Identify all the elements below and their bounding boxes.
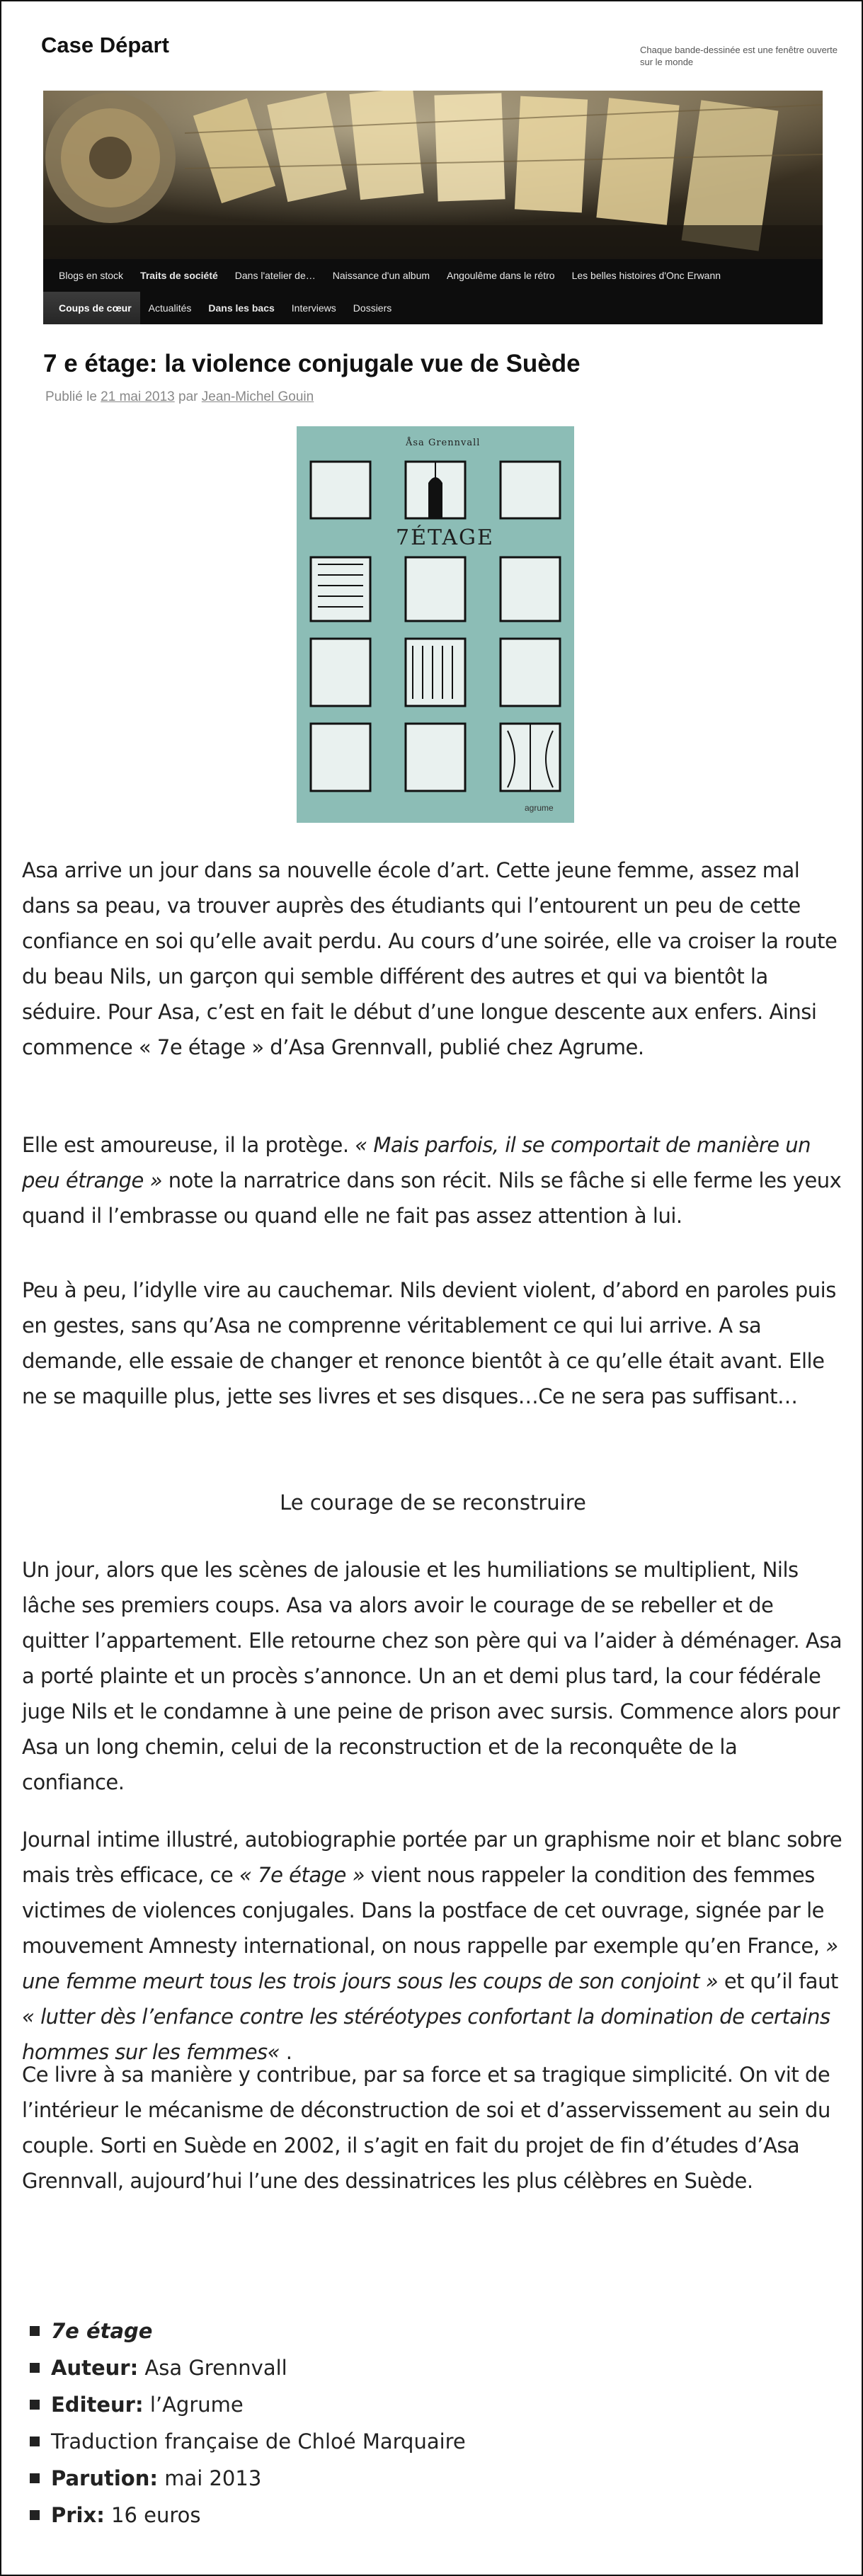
banner-illustration bbox=[43, 91, 823, 259]
site-title[interactable]: Case Départ bbox=[41, 33, 169, 57]
bullet-icon bbox=[30, 2400, 40, 2410]
nav-row-secondary bbox=[43, 292, 400, 324]
nav-item-naissance-d-un-album[interactable]: Naissance d'un album bbox=[332, 270, 430, 281]
list-item bbox=[30, 2423, 466, 2460]
quote-text: « lutter dès l’enfance contre les stéréotypes confortant la domination de certains hommes sur les femmes« bbox=[22, 2005, 830, 2064]
nav-item-traits-de-societe[interactable]: Traits de société bbox=[140, 270, 218, 281]
paragraph-text: Elle est amoureuse, il la protège. bbox=[22, 1133, 349, 1157]
nav-item-blogs-en-stock[interactable]: Blogs en stock bbox=[59, 270, 124, 281]
nav-item-belles-histoires[interactable]: Les belles histoires d'Onc Erwann bbox=[571, 270, 721, 281]
bullet-icon bbox=[30, 2473, 40, 2483]
paragraph-text: . bbox=[285, 2040, 292, 2064]
paragraph-text: Un jour, alors que les scènes de jalousie et les humiliations se multiplient, Nils lâche ses premiers coups. Asa va alors avoir le courage de se rebeller et de quitter l’appartement. Elle retourne chez son père qui va l’aider à déménager. Asa a porté plainte et un procès s’annonce. Un an et demi plus tard, la cour fédérale juge Nils et le condamne à une peine de prison avec sursis. Commence alors pour Asa un long chemin, celui de la reconstruction et de la reconquête de la confiance. bbox=[22, 1558, 842, 1794]
article-date-link[interactable]: 21 mai 2013 bbox=[101, 389, 175, 404]
quote-text: « Mais parfois, il se comportait de manière un peu étrange » bbox=[22, 1133, 811, 1192]
nav-row-primary bbox=[43, 259, 729, 292]
article-subheading: Le courage de se reconstruire bbox=[280, 1491, 586, 1515]
nav-item-interviews[interactable]: Interviews bbox=[291, 302, 336, 314]
nav-item-actualites[interactable]: Actualités bbox=[148, 302, 192, 314]
release-value: mai 2013 bbox=[164, 2466, 262, 2490]
paragraph-text: et qu’il faut bbox=[724, 1969, 838, 1993]
bullet-icon bbox=[30, 2510, 40, 2520]
bullet-icon bbox=[30, 2363, 40, 2373]
article-paragraph-1 bbox=[22, 853, 845, 1065]
cover-author-text: Åsa Grennvall bbox=[406, 438, 481, 448]
list-item bbox=[30, 2386, 466, 2423]
cover-publisher-text: agrume bbox=[525, 803, 554, 813]
paragraph-text: Ce livre à sa manière y contribue, par sa force et sa tragique simplicité. On vit de l’intérieur le mécanisme de déconstruction de soi et d’asservissement au sein du couple. Sorti en Suède en 2002, il s’agit en fait du projet de fin d’études d’Asa Grennvall, aujourd’hui l’une des dessinatrices les plus célèbres en Suède. bbox=[22, 2063, 830, 2193]
release-label: Parution: bbox=[51, 2466, 158, 2490]
article-author-link[interactable]: Jean-Michel Gouin bbox=[201, 389, 314, 404]
quote-text: « 7e étage » bbox=[239, 1863, 365, 1887]
list-item bbox=[30, 2460, 466, 2497]
article-meta bbox=[45, 389, 314, 405]
price-value: 16 euros bbox=[111, 2503, 201, 2527]
list-item bbox=[30, 2313, 466, 2349]
paragraph-text: note la narratrice dans son récit. Nils se fâche si elle ferme les yeux quand il l’embrasse ou quand elle ne fait pas assez attention à lui. bbox=[22, 1168, 842, 1228]
article-paragraph-5 bbox=[22, 1822, 845, 2070]
nav-item-dossiers[interactable]: Dossiers bbox=[353, 302, 392, 314]
cover-windows-illustration bbox=[297, 426, 574, 823]
quote-text: » une femme meurt tous les trois jours sous les coups de son conjoint » bbox=[22, 1934, 838, 1993]
cover-title-text: 7ÉTAGE bbox=[396, 525, 494, 550]
article-paragraph-4 bbox=[22, 1552, 845, 1800]
editor-value: l’Agrume bbox=[149, 2393, 244, 2417]
meta-by-label: par bbox=[178, 389, 198, 404]
paragraph-text: vient nous rappeler la condition des femmes victimes de violences conjugales. Dans la postface de cet ouvrage, signée par le mouvement Amnesty international, on nous rappelle par exemple qu’en France, bbox=[22, 1863, 825, 1958]
article-paragraph-3 bbox=[22, 1272, 845, 1414]
meta-published-label: Publié le bbox=[45, 389, 97, 404]
author-value: Asa Grennvall bbox=[144, 2356, 287, 2380]
article-title[interactable]: 7 e étage: la violence conjugale vue de Suède bbox=[43, 350, 581, 377]
article-paragraph-6 bbox=[22, 2057, 845, 2199]
nav-item-angouleme-retro[interactable]: Angoulême dans le rétro bbox=[447, 270, 555, 281]
author-label: Auteur: bbox=[51, 2356, 139, 2380]
list-item bbox=[30, 2349, 466, 2386]
book-info-list bbox=[30, 2313, 466, 2534]
paragraph-text: Peu à peu, l’idylle vire au cauchemar. Nils devient violent, d’abord en paroles puis en gestes, sans qu’Asa ne comprenne véritablement ce qui lui arrive. A sa demande, elle essaie de changer et renonce bientôt à ce qu’elle était avant. Elle ne se maquille plus, jette ses livres et ses disques…Ce ne sera pas suffisant… bbox=[22, 1278, 836, 1408]
site-description: Chaque bande-dessinée est une fenêtre ouverte sur le monde bbox=[640, 45, 838, 67]
article-paragraph-2 bbox=[22, 1127, 845, 1233]
paragraph-text: Journal intime illustré, autobiographie portée par un graphisme noir et blanc sobre mais très efficace, ce bbox=[22, 1828, 842, 1887]
paragraph-text: Asa arrive un jour dans sa nouvelle école d’art. Cette jeune femme, assez mal dans sa peau, va trouver auprès des étudiants qui l’entourent un peu de cette confiance en soi qu’elle avait perdu. Au cours d’une soirée, elle va croiser la route du beau Nils, un garçon qui semble différent des autres et qui va bientôt la séduire. Pour Asa, c’est en fait le début d’une longue descente aux enfers. Ainsi commence « 7e étage » d’Asa Grennvall, publié chez Agrume. bbox=[22, 858, 838, 1059]
price-label: Prix: bbox=[51, 2503, 105, 2527]
book-cover-image[interactable] bbox=[297, 426, 574, 823]
nav-item-coups-de-coeur[interactable]: Coups de cœur bbox=[43, 292, 140, 324]
list-item bbox=[30, 2497, 466, 2534]
translation-value: Traduction française de Chloé Marquaire bbox=[51, 2429, 466, 2454]
header-banner-image bbox=[43, 91, 823, 259]
nav-item-dans-l-atelier[interactable]: Dans l'atelier de… bbox=[234, 270, 316, 281]
main-navigation bbox=[43, 259, 823, 324]
bullet-icon bbox=[30, 2326, 40, 2336]
bullet-icon bbox=[30, 2437, 40, 2446]
book-title-value: 7e étage bbox=[51, 2319, 153, 2343]
nav-item-dans-les-bacs[interactable]: Dans les bacs bbox=[208, 302, 275, 314]
editor-label: Editeur: bbox=[51, 2393, 144, 2417]
